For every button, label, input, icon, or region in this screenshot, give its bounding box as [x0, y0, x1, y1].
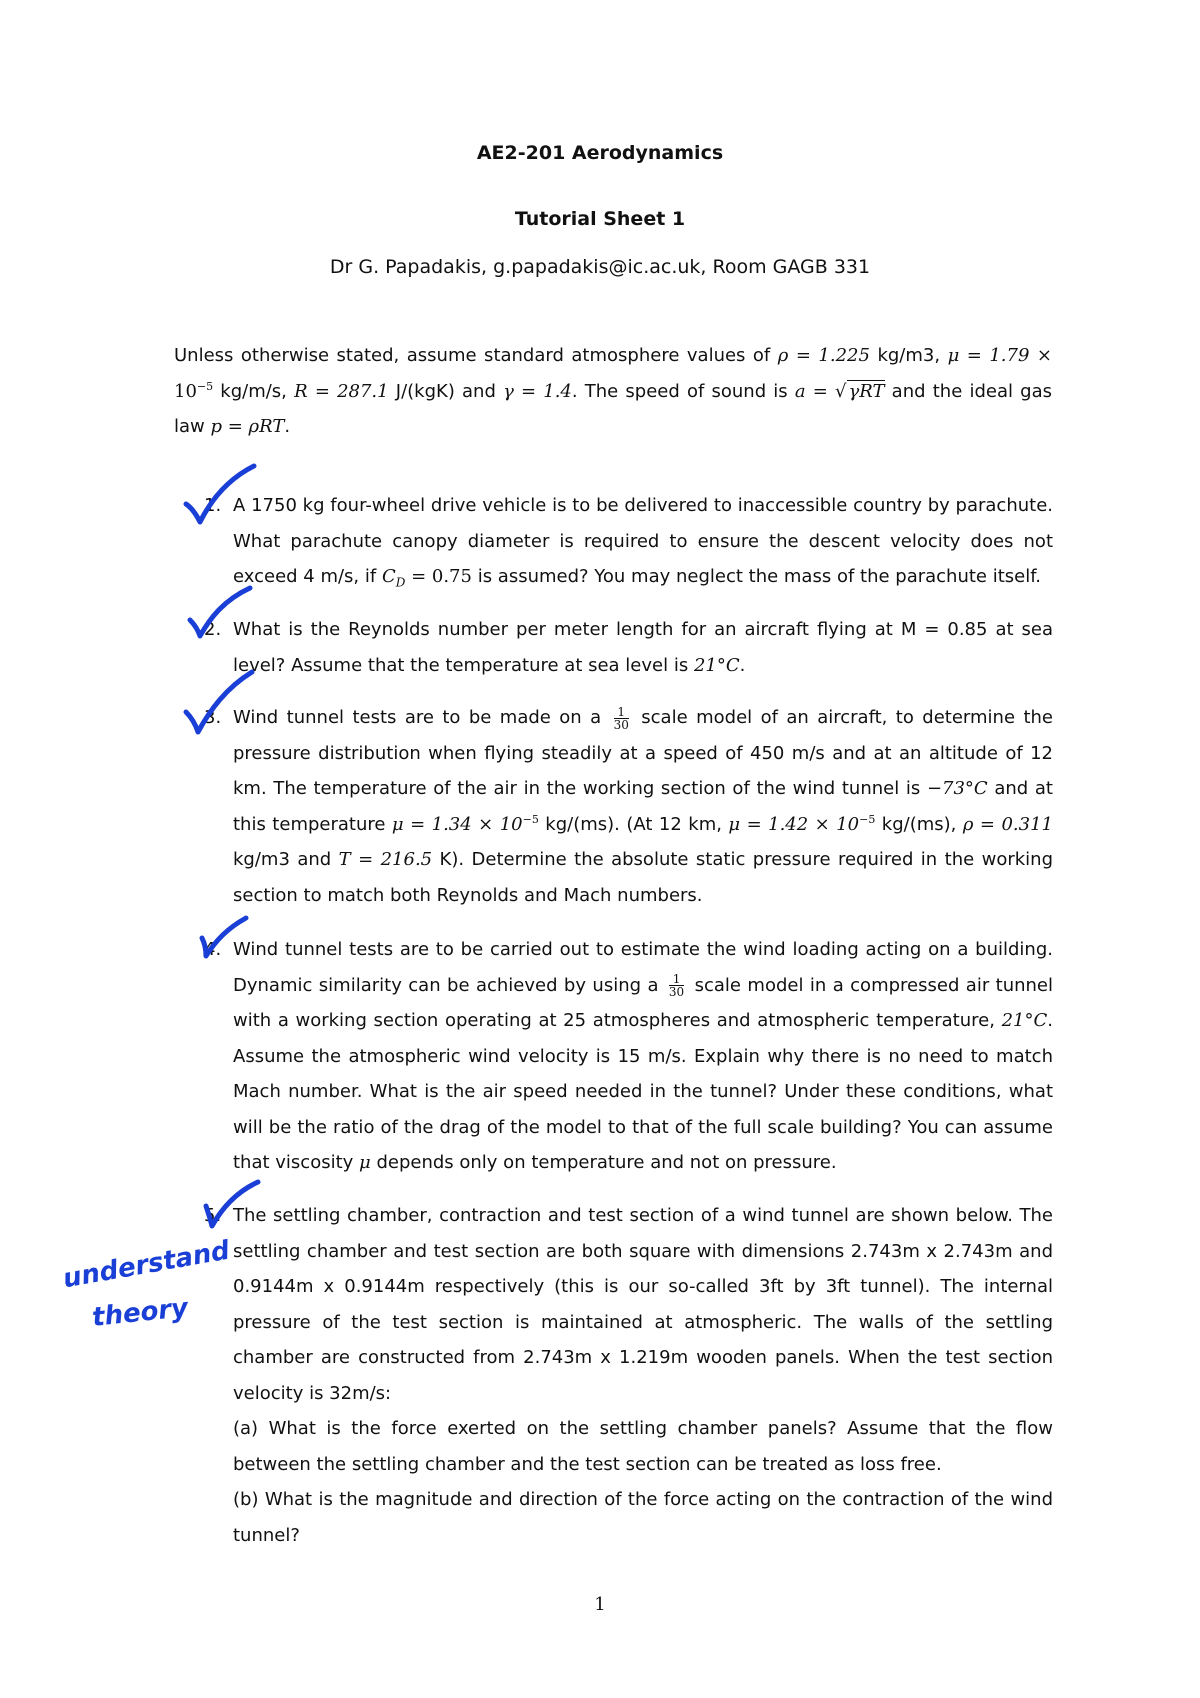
- temperature: 21°C: [693, 654, 740, 676]
- checkmark-icon: [196, 914, 252, 962]
- question-number: 1.: [204, 495, 222, 516]
- question-number: 5.: [204, 1205, 222, 1226]
- handwritten-note-line1: understand: [60, 1235, 232, 1295]
- viscosity-symbol: μ: [359, 1152, 371, 1173]
- question-text: Wind tunnel tests are to be carried out to estimate the wind loading acting on a building. Dynamic similarity can be achieved by using a: [233, 939, 1053, 996]
- page-number: 1: [594, 1594, 606, 1615]
- question-4: [233, 932, 1053, 1181]
- ten: 10: [174, 380, 197, 402]
- viscosity-value: μ = 1.34 × 10: [391, 813, 523, 835]
- exponent: −5: [859, 812, 876, 826]
- speed-of-sound: a =: [794, 380, 836, 402]
- sheet-title: Tutorial Sheet 1: [514, 208, 686, 230]
- question-text: A 1750 kg four-wheel drive vehicle is to be delivered to inaccessible country by parachute. What parachute canopy diameter is required to ensure the descent velocity does not exceed 4 m/s, if: [233, 495, 1053, 587]
- scale-fraction: [669, 973, 684, 998]
- intro-text: . The speed of sound is: [571, 380, 795, 402]
- question-number: 3.: [204, 707, 222, 728]
- checkmark-icon: [200, 1178, 264, 1232]
- question-1: [233, 488, 1053, 601]
- temperature: −73°C: [926, 778, 988, 799]
- fraction-numerator: 1: [669, 973, 684, 986]
- density-value: ρ = 0.311: [962, 813, 1053, 835]
- intro-text: kg/m/s,: [213, 380, 295, 402]
- question-text: scale model in a compressed air tunnel with a working section operating at 25 atmospheres and atmospheric temperature,: [233, 974, 1053, 1031]
- intro-paragraph: [174, 338, 1052, 445]
- fraction-numerator: 1: [614, 706, 629, 719]
- intro-text: Unless otherwise stated, assume standard atmosphere values of: [174, 345, 778, 366]
- ideal-gas-law: p = ρRT: [210, 416, 285, 437]
- question-text: What is the Reynolds number per meter length for an aircraft flying at M = 0.85 at sea level? Assume that the temperature at sea level is: [233, 619, 1053, 676]
- author-line: Dr G. Papadakis, g.papadakis@ic.ac.uk, Room GAGB 331: [329, 256, 871, 278]
- question-text: . Assume the atmospheric wind velocity is 15 m/s. Explain why there is no need to match Mach number. What is the air speed needed in the tunnel? Under these conditions, what will be the ratio of the drag of the model to that of the full scale building? You can assume that viscosity: [233, 1010, 1053, 1173]
- intro-text: kg/m3,: [869, 345, 948, 366]
- question-text: scale model of an aircraft, to determine the pressure distribution when flying steadily at a speed of 450 m/s and at an altitude of 12 km. The temperature of the air in the working section of the wind tunnel is: [233, 707, 1053, 799]
- checkmark-icon: [184, 584, 264, 644]
- question-text: and at this temperature: [233, 778, 1053, 835]
- intro-text: J/(kgK) and: [388, 380, 504, 402]
- question-part-a: (a) What is the force exerted on the settling chamber panels? Assume that the flow between the settling chamber and the test section can be treated as loss free.: [233, 1418, 1053, 1475]
- drag-coefficient-value: = 0.75: [405, 566, 472, 587]
- question-text: Wind tunnel tests are to be made on a: [233, 707, 610, 728]
- intro-text: and the: [884, 380, 963, 402]
- handwritten-note-line2: theory: [90, 1293, 190, 1333]
- mu-value: μ = 1.79 ×: [947, 345, 1052, 366]
- sqrt-sign: √: [835, 380, 847, 402]
- question-text: .: [739, 654, 746, 676]
- question-text: depends only on temperature and not on pressure.: [370, 1152, 837, 1173]
- exponent: −5: [196, 379, 214, 393]
- intro-text: ideal gas law: [174, 380, 1052, 437]
- gas-constant: R = 287.1: [294, 380, 389, 402]
- fraction-denominator: 30: [668, 985, 685, 999]
- subscript: D: [395, 575, 406, 590]
- checkmark-icon: [180, 668, 260, 740]
- viscosity-value: μ = 1.42 × 10: [728, 813, 860, 835]
- scale-fraction: [614, 706, 629, 731]
- rho-value: ρ = 1.225: [777, 345, 870, 366]
- temperature: 21°C: [1001, 1010, 1048, 1031]
- question-2: [233, 612, 1053, 683]
- sqrt-argument: γRT: [848, 380, 885, 402]
- question-number: 2.: [204, 619, 222, 640]
- question-text: is assumed? You may neglect the mass of the parachute itself.: [471, 566, 1041, 587]
- intro-text: .: [284, 416, 291, 437]
- question-text: kg/m3 and: [233, 849, 339, 870]
- checkmark-icon: [180, 462, 260, 530]
- question-part-b: (b) What is the magnitude and direction of the force acting on the contraction of the wind tunnel?: [233, 1489, 1053, 1546]
- question-text: The settling chamber, contraction and test section of a wind tunnel are shown below. The settling chamber and test section are both square with dimensions 2.743m x 2.743m and 0.9144m x 0.9144m respectively (this is our so-called 3ft by 3ft tunnel). The internal pressure of the test section is maintained at atmospheric. The walls of the settling chamber are constructed from 2.743m x 1.219m wooden panels. When the test section velocity is 32m/s:: [233, 1205, 1053, 1404]
- exponent: −5: [522, 812, 539, 826]
- drag-coefficient: C: [381, 566, 396, 587]
- question-5: [233, 1198, 1053, 1553]
- gamma-value: γ = 1.4: [503, 380, 572, 402]
- question-3: [233, 700, 1053, 913]
- course-title: AE2-201 Aerodynamics: [476, 142, 724, 164]
- question-text: kg/(ms),: [875, 813, 963, 835]
- question-text: kg/(ms). (At 12 km,: [538, 813, 729, 835]
- question-text: K). Determine the absolute static pressure required in the working section to match both Reynolds and Mach numbers.: [233, 849, 1054, 906]
- fraction-denominator: 30: [613, 717, 629, 732]
- question-number: 4.: [204, 939, 222, 960]
- temperature-value: T = 216.5: [338, 849, 433, 870]
